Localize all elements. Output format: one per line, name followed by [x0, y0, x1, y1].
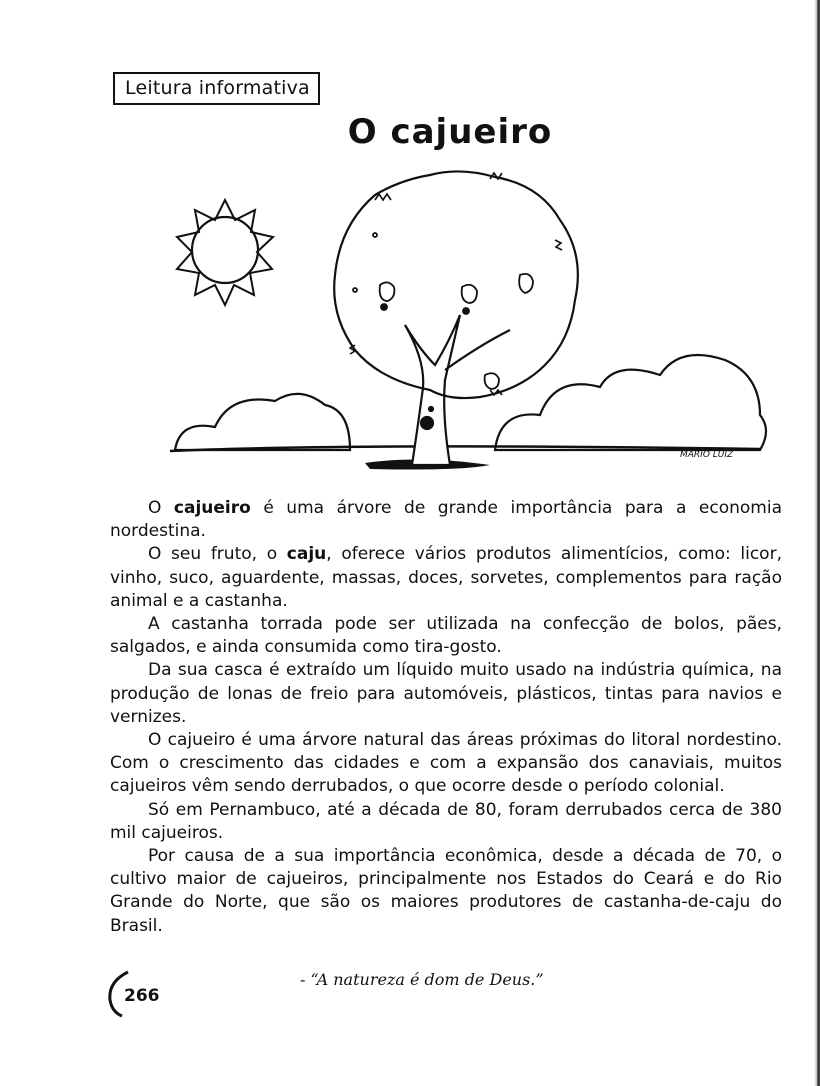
illustration-signature: MÁRIO LUIZ [680, 450, 734, 460]
article-paragraph [110, 543, 782, 613]
footer-quote: - “A natureza é dom de Deus.” [300, 970, 544, 989]
tree-trunk [405, 315, 510, 465]
section-tag: Leitura informativa [113, 72, 320, 105]
paragraph-text: , oferece vários produtos alimentícios, como: licor, vinho, suco, aguardente, massas, doces, sorvetes, complementos para ração animal e a castanha. [110, 544, 782, 611]
paragraph-text: Da sua casca é extraído um líquido muito usado na indústria química, na produção de lonas de freio para automóveis, plásticos, tintas para navios e vernizes. [110, 660, 782, 727]
sun-icon [177, 200, 273, 305]
paragraph-lead: O seu fruto, o [148, 544, 287, 565]
page-binding-edge [814, 0, 820, 1086]
highlighted-term: caju [286, 544, 327, 565]
article-paragraph [110, 799, 782, 845]
article-paragraph [110, 729, 782, 799]
paragraph-lead: O [148, 498, 174, 518]
paragraph-text: Por causa de a sua importância econômica, desde a década de 70, o cultivo maior de cajueiros, principalmente nos Estados do Ceará e do Rio Grande do Norte, que são os maiores produtores de castanha-de-caju do Brasil. [110, 846, 782, 936]
article-body [110, 497, 782, 938]
clouds [175, 355, 766, 450]
page-number-label: 266 [124, 986, 160, 1006]
article-paragraph [110, 845, 782, 938]
article-paragraph [110, 613, 782, 659]
page-title: O cajueiro [347, 112, 553, 152]
page-number [104, 968, 164, 1018]
article-paragraph [110, 659, 782, 729]
cashew-tree-illustration [160, 165, 770, 495]
tree-canopy [334, 171, 578, 398]
highlighted-term: cajueiro [173, 498, 251, 518]
paragraph-text: Só em Pernambuco, até a década de 80, foram derrubados cerca de 380 mil cajueiros. [110, 799, 782, 843]
paragraph-text: O cajueiro é uma árvore natural das áreas próximas do litoral nordestino. Com o crescimento das cidades e com a expansão dos canaviais, muitos cajueiros vêm sendo derrubados, o que ocorre desde o período colonial. [110, 730, 782, 797]
article-paragraph [110, 497, 782, 543]
paragraph-text: A castanha torrada pode ser utilizada na confecção de bolos, pães, salgados, e ainda consumida como tira-gosto. [110, 614, 782, 658]
paragraph-text: é uma árvore de grande importância para a economia nordestina. [110, 498, 782, 542]
